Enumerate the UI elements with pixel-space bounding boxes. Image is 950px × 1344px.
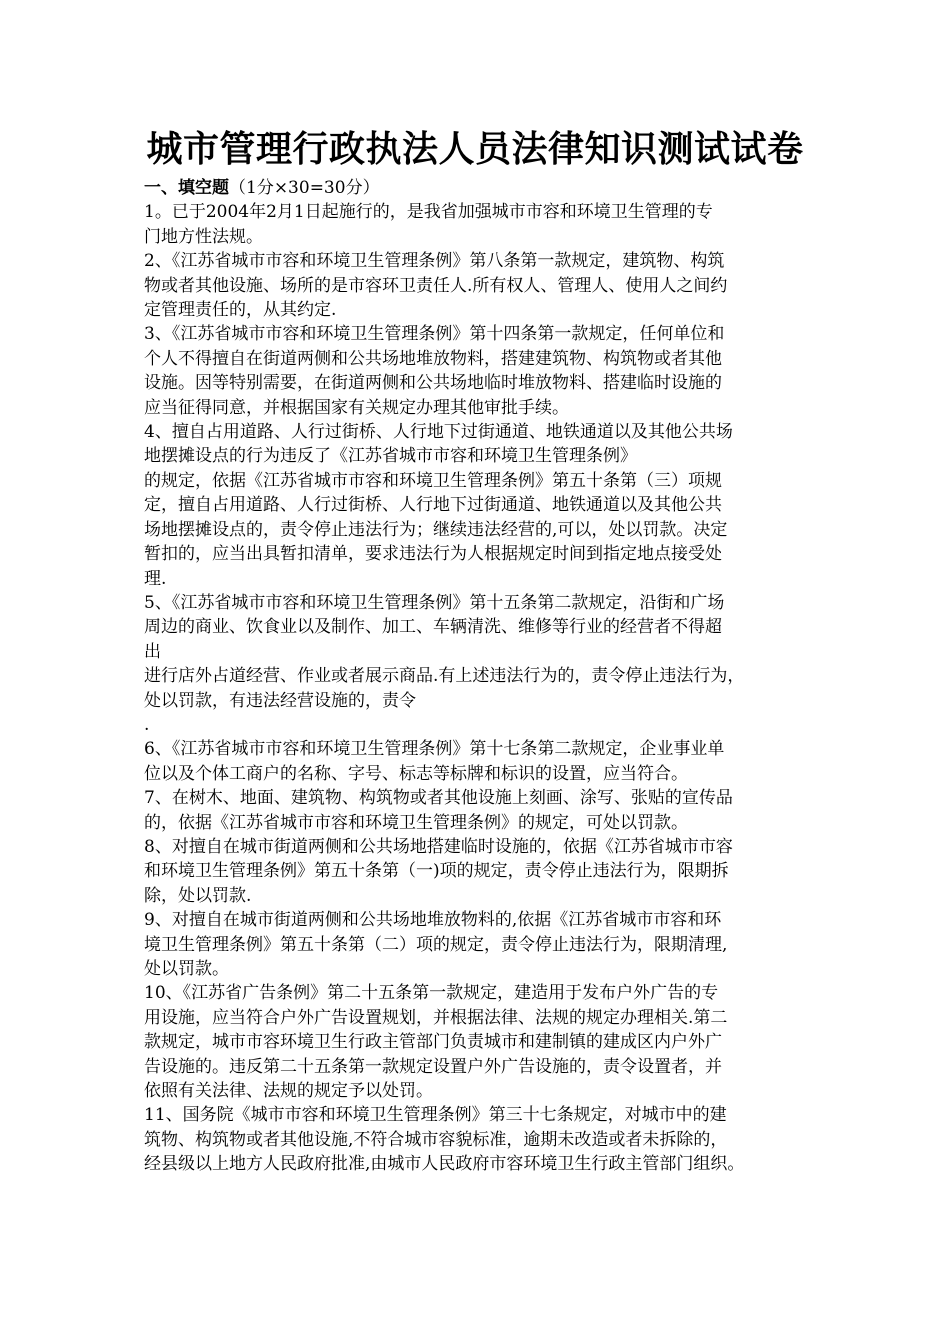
question-line: 定管理责任的，从其约定. [144, 300, 337, 321]
question-line: 应当征得同意，并根据国家有关规定办理其他审批手续。 [144, 397, 569, 418]
question-item [144, 1103, 824, 1176]
question-list [144, 200, 824, 1176]
question-line: 告设施的。违反第二十五条第一款规定设置户外广告设施的，责令设置者，并 [144, 1056, 722, 1077]
question-item [144, 249, 824, 322]
question-item [144, 420, 824, 591]
question-line: 除，处以罚款. [144, 885, 252, 906]
question-item [144, 835, 824, 908]
section-score-note: （1分×30=30分） [229, 178, 380, 198]
question-line: 4、擅自占用道路、人行过街桥、人行地下过街通道、地铁通道以及其他公共场 [144, 422, 733, 443]
question-line: 用设施，应当符合户外广告设置规划，并根据法律、法规的规定办理相关.第二 [144, 1007, 728, 1028]
question-item [144, 786, 824, 835]
question-line: 8、对擅自在城市街道两侧和公共场地搭建临时设施的，依据《江苏省城市市容 [144, 836, 733, 857]
question-line: 地摆摊设点的行为违反了《江苏省城市市容和环境卫生管理条例》 [144, 446, 637, 467]
question-item [144, 981, 824, 1103]
question-line: 7、在树木、地面、建筑物、构筑物或者其他设施上刻画、涂写、张贴的宣传品 [144, 788, 733, 809]
question-item [144, 737, 824, 786]
question-line: 设施。因等特别需要，在街道两侧和公共场地临时堆放物料、搭建临时设施的 [144, 373, 722, 394]
question-line: . [144, 714, 150, 735]
question-item [144, 200, 824, 249]
question-line: 经县级以上地方人民政府批准,由城市人民政府市容环境卫生行政主管部门组织。 [144, 1154, 745, 1175]
question-line: 9、对擅自在城市街道两侧和公共场地堆放物料的,依据《江苏省城市市容和环 [144, 910, 722, 931]
question-item [144, 591, 824, 737]
question-item [144, 908, 824, 981]
question-line: 的，依据《江苏省城市市容和环境卫生管理条例》的规定，可处以罚款。 [144, 812, 688, 833]
question-line: 和环境卫生管理条例》第五十条第（一)项的规定，责令停止违法行为，限期拆 [144, 861, 729, 882]
question-line: 的规定，依据《江苏省城市市容和环境卫生管理条例》第五十条第（三）项规 [144, 470, 722, 491]
question-line: 物或者其他设施、场所的是市容环卫责任人.所有权人、管理人、使用人之间约 [144, 275, 728, 296]
question-line: 理. [144, 568, 167, 589]
question-line: 3、《江苏省城市市容和环境卫生管理条例》第十四条第一款规定，任何单位和 [144, 324, 725, 345]
question-line: 款规定，城市市容环境卫生行政主管部门负责城市和建制镇的建成区内户外广 [144, 1032, 722, 1053]
question-line: 暂扣的，应当出具暂扣清单，要求违法行为人根据规定时间到指定地点接受处 [144, 544, 722, 565]
question-line: 个人不得擅自在街道两侧和公共场地堆放物料，搭建建筑物、构筑物或者其他 [144, 348, 722, 369]
question-line: 位以及个体工商户的名称、字号、标志等标牌和标识的设置，应当符合。 [144, 763, 688, 784]
question-line: 周边的商业、饮食业以及制作、加工、车辆清洗、维修等行业的经营者不得超 [144, 617, 722, 638]
question-line: 场地摆摊设点的，责令停止违法行为；继续违法经营的,可以，处以罚款。决定 [144, 519, 728, 540]
section-title: 一、填空题 [144, 178, 229, 198]
section-heading [144, 176, 824, 200]
document-body [144, 176, 824, 1177]
question-line: 门地方性法规。 [144, 226, 263, 247]
question-line: 11、国务院《城市市容和环境卫生管理条例》第三十七条规定，对城市中的建 [144, 1105, 727, 1126]
question-line: 出 [144, 641, 161, 662]
question-line: 定，擅自占用道路、人行过街桥、人行地下过街通道、地铁通道以及其他公共 [144, 495, 722, 516]
document-title: 城市管理行政执法人员法律知识测试试卷 [146, 128, 804, 170]
question-line: 筑物、构筑物或者其他设施,不符合城市容貌标准，逾期未改造或者未拆除的， [144, 1129, 728, 1150]
question-line: 2、《江苏省城市市容和环境卫生管理条例》第八条第一款规定，建筑物、构筑 [144, 251, 725, 272]
question-line: 进行店外占道经营、作业或者展示商品.有上述违法行为的，责令停止违法行为， [144, 666, 745, 687]
question-line: 5、《江苏省城市市容和环境卫生管理条例》第十五条第二款规定，沿街和广场 [144, 592, 725, 613]
question-line: 境卫生管理条例》第五十条第（二）项的规定，责令停止违法行为，限期清理, [144, 934, 728, 955]
question-item [144, 322, 824, 420]
question-line: 处以罚款。 [144, 959, 229, 979]
question-line: 1。已于2004年2月1日起施行的，是我省加强城市市容和环境卫生管理的专 [144, 202, 713, 223]
question-line: 处以罚款，有违法经营设施的，责令 [144, 690, 416, 711]
question-line: 6、《江苏省城市市容和环境卫生管理条例》第十七条第二款规定，企业事业单 [144, 739, 725, 760]
question-line: 10、《江苏省广告条例》第二十五条第一款规定，建造用于发布户外广告的专 [144, 983, 719, 1004]
question-line: 依照有关法律、法规的规定予以处罚。 [144, 1081, 433, 1102]
